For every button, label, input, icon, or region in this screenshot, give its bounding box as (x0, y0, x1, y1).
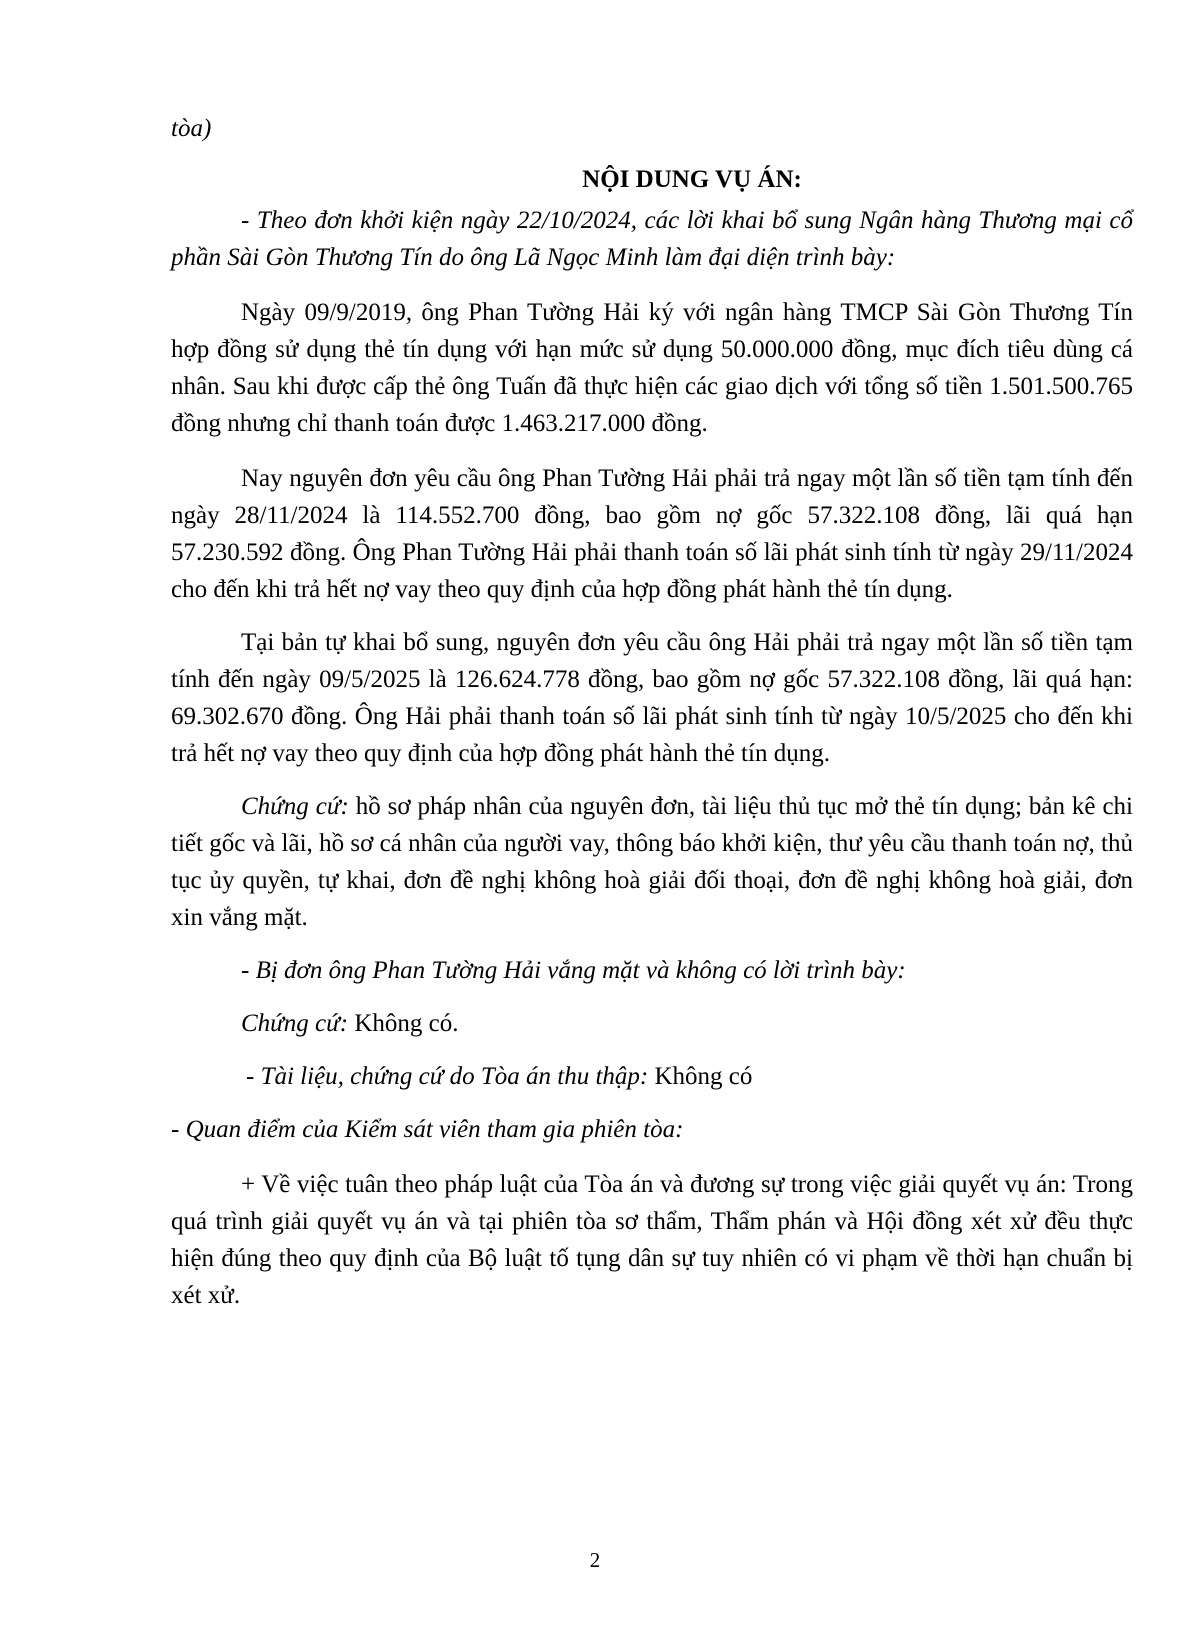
evidence-label: Chứng cứ: (241, 793, 349, 820)
plaintiff-evidence (171, 788, 1133, 936)
defendant-evidence-label: Chứng cứ: (241, 1010, 349, 1037)
section-heading: NỘI DUNG VỤ ÁN: (582, 166, 802, 193)
paragraph-supplementary-claim: Tại bản tự khai bổ sung, nguyên đơn yêu cầu ông Hải phải trả ngay một lần số tiền tạm tính đến ngày 09/5/2025 là 126.624.778 đồng, bao gồm nợ gốc 57.322.108 đồng, lãi quá hạn: 69.302.670 đồng. Ông Hải phải thanh toán số lãi phát sinh tính từ ngày 10/5/2025 cho đến khi trả hết nợ vay theo quy định của hợp đồng phát hành thẻ tín dụng. (171, 629, 1133, 767)
defendant-evidence-text: Không có. (348, 1010, 459, 1037)
defendant-intro: - Bị đơn ông Phan Tường Hải vắng mặt và không có lời trình bày: (241, 957, 906, 984)
evidence-text: hồ sơ pháp nhân của nguyên đơn, tài liệu thủ tục mở thẻ tín dụng; bản kê chi tiết gốc và lãi, hồ sơ cá nhân của người vay, thông báo khởi kiện, thư yêu cầu thanh toán nợ, thủ tục ủy quyền, tự khai, đơn đề nghị không hoà giải đối thoại, đơn đề nghị không hoà giải, đơn xin vắng mặt. (171, 793, 1133, 931)
paragraph-contract: Ngày 09/9/2019, ông Phan Tường Hải ký với ngân hàng TMCP Sài Gòn Thương Tín hợp đồng sử dụng thẻ tín dụng với hạn mức sử dụng 50.000.000 đồng, mục đích tiêu dùng cá nhân. Sau khi được cấp thẻ ông Tuấn đã thực hiện các giao dịch với tổng số tiền 1.501.500.765 đồng nhưng chỉ thanh toán được 1.463.217.000 đồng. (171, 299, 1133, 437)
prosecutor-intro: - Quan điểm của Kiểm sát viên tham gia phiên tòa: (171, 1116, 684, 1143)
document-body (171, 110, 1133, 1314)
court-documents (171, 1058, 1133, 1095)
continuation-text: tòa) (171, 115, 212, 142)
prosecutor-opinion: + Về việc tuân theo pháp luật của Tòa án và đương sự trong việc giải quyết vụ án: Trong quá trình giải quyết vụ án và tại phiên tòa sơ thẩm, Thẩm phán và Hội đồng xét xử đều thực hiện đúng theo quy định của Bộ luật tố tụng dân sự tuy nhiên có vi phạm về thời hạn chuẩn bị xét xử. (171, 1171, 1133, 1309)
court-documents-label: - Tài liệu, chứng cứ do Tòa án thu thập: (246, 1063, 649, 1090)
paragraph-claim: Nay nguyên đơn yêu cầu ông Phan Tường Hải phải trả ngay một lần số tiền tạm tính đến ngày 28/11/2024 là 114.552.700 đồng, bao gồm nợ gốc 57.322.108 đồng, lãi quá hạn 57.230.592 đồng. Ông Phan Tường Hải phải thanh toán số lãi phát sinh tính từ ngày 29/11/2024 cho đến khi trả hết nợ vay theo quy định của hợp đồng phát hành thẻ tín dụng. (171, 465, 1133, 603)
court-documents-text: Không có (648, 1063, 753, 1090)
plaintiff-intro: - Theo đơn khởi kiện ngày 22/10/2024, các lời khai bổ sung Ngân hàng Thương mại cổ phần Sài Gòn Thương Tín do ông Lã Ngọc Minh làm đại diện trình bày: (171, 207, 1133, 271)
page-number: 2 (589, 1548, 601, 1572)
defendant-evidence (171, 1005, 1133, 1042)
